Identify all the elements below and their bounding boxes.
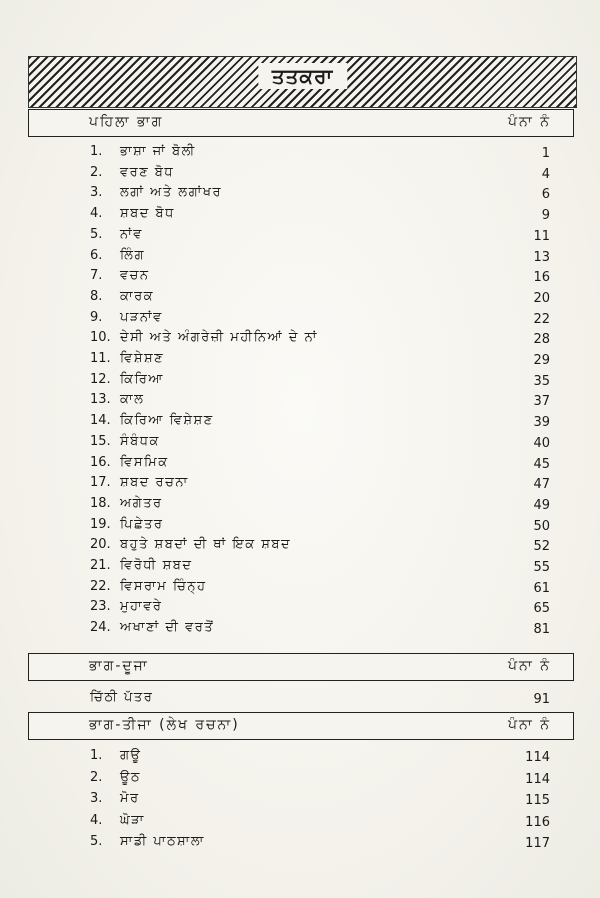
toc-row xyxy=(80,227,550,248)
toc-page-number: 50 xyxy=(533,518,550,534)
toc-page-number: 29 xyxy=(533,353,550,368)
section-2-header xyxy=(28,653,574,681)
section-1-header xyxy=(28,109,574,137)
toc-row xyxy=(80,310,550,331)
toc-row xyxy=(80,813,550,834)
toc-row xyxy=(80,434,550,455)
toc-row xyxy=(80,330,550,351)
toc-row xyxy=(80,579,550,600)
toc-row xyxy=(80,351,550,372)
toc-title: ਕਾਰਕ xyxy=(120,288,155,304)
toc-page-number: 16 xyxy=(533,270,550,286)
toc-number: 3. xyxy=(90,791,103,806)
toc-number: 1. xyxy=(90,144,103,159)
toc-number: 2. xyxy=(90,769,103,785)
toc-number: 7. xyxy=(90,268,103,284)
toc-number: 19. xyxy=(90,516,111,532)
toc-page-number: 45 xyxy=(533,456,550,472)
toc-title: ਵਚਨ xyxy=(120,268,150,284)
toc-title: ਨਾਂਵ xyxy=(120,226,143,242)
toc-number: 5. xyxy=(90,226,103,242)
toc-page-number: 37 xyxy=(533,394,550,410)
toc-row xyxy=(80,165,550,186)
toc-row xyxy=(80,517,550,538)
section-3-header xyxy=(28,712,574,740)
toc-number: 2. xyxy=(90,164,103,180)
toc-number: 24. xyxy=(90,620,111,636)
contents-heading: ਤਤਕਰਾ xyxy=(258,63,347,89)
toc-title: ਸਾਡੀ ਪਾਠਸ਼ਾਲਾ xyxy=(120,834,205,849)
toc-number: 21. xyxy=(90,558,111,573)
toc-page-number: 91 xyxy=(533,692,550,707)
toc-number: 3. xyxy=(90,185,103,201)
toc-page-number: 114 xyxy=(525,771,550,787)
toc-page-number: 11 xyxy=(533,228,550,244)
section-2-page-header: ਪੰਨਾ ਨੰ xyxy=(508,658,551,674)
section-1-label: ਪਹਿਲਾ ਭਾਗ xyxy=(89,114,164,130)
toc-title: ਬਹੁਤੇ ਸ਼ਬਦਾਂ ਦੀ ਥਾਂ ਇਕ ਸ਼ਬਦ xyxy=(120,537,292,553)
toc-page-number: 35 xyxy=(533,373,550,389)
toc-number: 1. xyxy=(90,748,103,763)
toc-page-number: 52 xyxy=(533,539,550,555)
toc-row xyxy=(80,372,550,393)
toc-number: 4. xyxy=(90,206,103,222)
section-2-label: ਭਾਗ-ਦੂਜਾ xyxy=(89,658,149,674)
toc-row xyxy=(80,537,550,558)
toc-number: 16. xyxy=(90,454,111,470)
toc-row xyxy=(80,289,550,310)
toc-number: 10. xyxy=(90,330,111,346)
toc-page-number: 49 xyxy=(533,497,550,513)
toc-title: ਸ਼ਬਦ ਬੋਧ xyxy=(120,206,175,222)
toc-row xyxy=(80,268,550,289)
toc-row xyxy=(80,599,550,620)
toc-number: 20. xyxy=(90,537,111,553)
toc-number: 13. xyxy=(90,392,111,408)
toc-title: ਵਿਰੋਧੀ ਸ਼ਬਦ xyxy=(120,558,193,573)
toc-page-number: 47 xyxy=(533,477,550,493)
toc-row xyxy=(80,455,550,476)
section-3-page-header: ਪੰਨਾ ਨੰ xyxy=(508,717,551,733)
toc-number: 17. xyxy=(90,475,111,491)
toc-page-number: 65 xyxy=(533,601,550,617)
toc-row xyxy=(80,475,550,496)
toc-page-number: 1 xyxy=(541,146,550,161)
toc-page-number: 39 xyxy=(533,415,550,431)
toc-row xyxy=(80,748,550,769)
toc-title: ਵਿਸ਼ੇਸ਼ਣ xyxy=(120,351,165,366)
toc-title: ਘੋੜਾ xyxy=(120,812,145,828)
toc-number: 6. xyxy=(90,247,103,263)
toc-title: ਮੁਹਾਵਰੇ xyxy=(120,599,163,615)
toc-title: ਅਖਾਣਾਂ ਦੀ ਵਰਤੋਂ xyxy=(120,620,215,636)
toc-page-number: 114 xyxy=(525,750,550,765)
toc-page-number: 6 xyxy=(541,187,550,203)
toc-title: ਕਾਲ xyxy=(120,392,145,408)
toc-row xyxy=(80,185,550,206)
toc-page-number: 116 xyxy=(525,814,550,830)
toc-title: ਮੋਰ xyxy=(120,791,140,806)
toc-number: 11. xyxy=(90,351,111,366)
section-3-label: ਭਾਗ-ਤੀਜਾ (ਲੇਖ ਰਚਨਾ) xyxy=(89,717,240,733)
toc-title: ਵਰਣ ਬੋਧ xyxy=(120,164,175,180)
toc-title: ਲਗਾਂ ਅਤੇ ਲਗਾਂਖਰ xyxy=(120,185,223,201)
toc-row xyxy=(80,834,550,855)
toc-title: ਕਿਰਿਆ xyxy=(120,371,164,387)
toc-page-number: 4 xyxy=(541,166,550,182)
toc-title: ਵਿਸਰਾਮ ਚਿੰਨ੍ਹ xyxy=(120,578,207,594)
toc-title: ਦੇਸੀ ਅਤੇ ਅੰਗਰੇਜ਼ੀ ਮਹੀਨਿਆਂ ਦੇ ਨਾਂ xyxy=(120,330,318,346)
toc-row xyxy=(80,620,550,641)
toc-title: ਚਿੱਠੀ ਪੱਤਰ xyxy=(90,690,154,705)
toc-row xyxy=(80,392,550,413)
toc-number: 15. xyxy=(90,433,111,449)
title-banner xyxy=(28,56,577,108)
toc-page-number: 28 xyxy=(533,332,550,348)
toc-number: 23. xyxy=(90,599,111,615)
toc-title: ਪਿਛੇਤਰ xyxy=(120,516,164,532)
toc-number: 14. xyxy=(90,413,111,429)
toc-page-number: 13 xyxy=(533,249,550,265)
toc-title: ਸ਼ਬਦ ਰਚਨਾ xyxy=(120,475,189,491)
toc-title: ਸੰਬੰਧਕ xyxy=(120,433,160,449)
toc-number: 4. xyxy=(90,812,103,828)
toc-page-number: 9 xyxy=(541,208,550,224)
toc-page-number: 55 xyxy=(533,560,550,575)
toc-page-number: 20 xyxy=(533,290,550,306)
toc-page-number: 61 xyxy=(533,580,550,596)
toc-title: ਗਊ xyxy=(120,748,142,763)
toc-number: 5. xyxy=(90,834,103,849)
toc-number: 9. xyxy=(90,309,103,325)
toc-page-number: 115 xyxy=(525,793,550,808)
toc-title: ਪੜਨਾਂਵ xyxy=(120,309,163,325)
toc-row xyxy=(80,690,550,711)
toc-title: ਅਗੇਤਰ xyxy=(120,495,163,511)
toc-page-number: 22 xyxy=(533,311,550,327)
toc-page-number: 81 xyxy=(533,622,550,638)
toc-row xyxy=(80,413,550,434)
toc-row xyxy=(80,248,550,269)
section-1-page-header: ਪੰਨਾ ਨੰ xyxy=(508,114,551,130)
toc-number: 12. xyxy=(90,371,111,387)
toc-title: ਕਿਰਿਆ ਵਿਸ਼ੇਸ਼ਣ xyxy=(120,413,214,429)
toc-number: 18. xyxy=(90,495,111,511)
toc-number: 8. xyxy=(90,288,103,304)
toc-row xyxy=(80,558,550,579)
toc-row xyxy=(80,496,550,517)
toc-title: ਭਾਸ਼ਾ ਜਾਂ ਬੋਲੀ xyxy=(120,144,196,159)
toc-page-number: 117 xyxy=(525,836,550,851)
toc-row xyxy=(80,791,550,812)
toc-number: 22. xyxy=(90,578,111,594)
toc-row xyxy=(80,206,550,227)
toc-title: ਵਿਸਮਿਕ xyxy=(120,454,169,470)
toc-title: ਊਠ xyxy=(120,769,141,785)
toc-row xyxy=(80,770,550,791)
toc-row xyxy=(80,144,550,165)
toc-title: ਲਿੰਗ xyxy=(120,247,146,263)
toc-page-number: 40 xyxy=(533,435,550,451)
